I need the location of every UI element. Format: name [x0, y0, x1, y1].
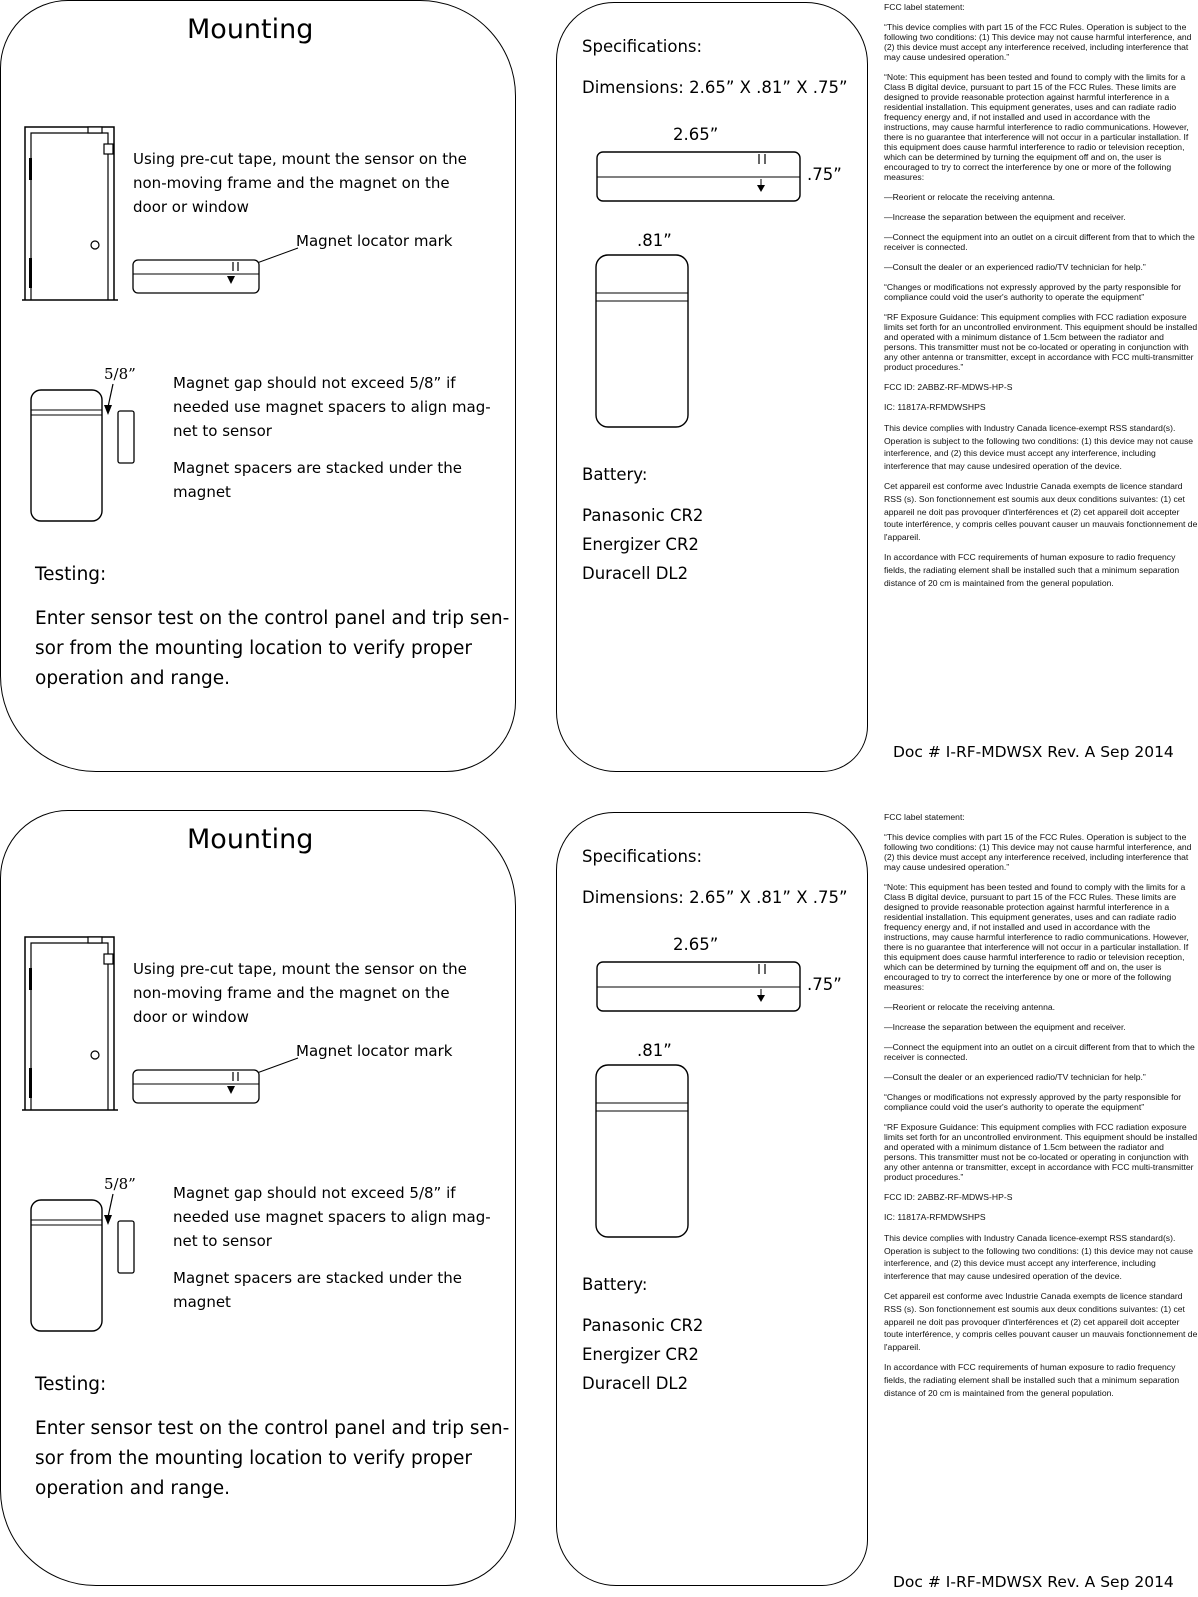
sensor-side-dimension-diagram — [595, 960, 805, 1016]
fcc-paragraph: —Increase the separation between the equipment and receiver. — [884, 212, 1126, 222]
mounting-title: Mounting — [187, 824, 314, 855]
height-label: .75” — [807, 165, 842, 184]
fcc-paragraph: “Changes or modifications not expressly approved by the party responsible for compliance could void the user's authority to operate the equipment” — [884, 1092, 1182, 1112]
battery-1: Panasonic CR2 — [582, 1316, 704, 1335]
rf-exposure-20cm: In accordance with FCC requirements of human exposure to radio frequency fields, the radiating element shall be installed such that a minimum separation distance of 20 cm is maintained from the general population. — [884, 1362, 1180, 1398]
magnet-gap-diagram — [28, 1190, 140, 1335]
spacer-text-line-2: magnet — [173, 483, 231, 501]
sensor-top-view — [130, 1050, 300, 1110]
sensor-top-view — [130, 240, 300, 300]
ic-statement-french: Cet appareil est conforme avec Industrie Canada exempts de licence standard RSS (s). Son fonctionnement est soumis aux deux conditions suivantes: (1) cet appareil ne doit pas provoquer d'interférences et (2) cet appareil doit accepter toute interférence, y compris celles pouvant causer un mauvais fonctionnement de l'appareil. — [884, 481, 1198, 542]
mount-instruction-line-3: door or window — [133, 198, 249, 216]
fcc-paragraph: “This device complies with part 15 of the FCC Rules. Operation is subject to the following two conditions: (1) This device may not cause harmful interference, and (2) this device must accept any interference received, including interference that may cause undesired operation.” — [884, 22, 1192, 62]
mount-instruction-line-2: non-moving frame and the magnet on the — [133, 984, 450, 1002]
testing-line-1: Enter sensor test on the control panel and trip sen- — [35, 1418, 510, 1439]
fcc-paragraph: —Increase the separation between the equipment and receiver. — [884, 1022, 1126, 1032]
gap-text-line-3: net to sensor — [173, 422, 272, 440]
testing-line-2: sor from the mounting location to verify proper — [35, 1448, 472, 1469]
fcc-id: FCC ID: 2ABBZ-RF-MDWS-HP-S — [884, 382, 1013, 392]
battery-2: Energizer CR2 — [582, 1345, 699, 1364]
mount-instruction-line-1: Using pre-cut tape, mount the sensor on the — [133, 960, 467, 978]
fcc-heading: FCC label statement: — [884, 2, 965, 12]
ic-statement-english: This device complies with Industry Canada licence-exempt RSS standard(s). Operation is subject to the following two conditions: (1) this device may not cause interference, and (2) this device must accept any interference, including interference that may cause undesired operation of the device. — [884, 1233, 1194, 1281]
doc-number: Doc # I-RF-MDWSX Rev. A Sep 2014 — [893, 743, 1174, 761]
fcc-paragraph: “RF Exposure Guidance: This equipment complies with FCC radiation exposure limits set forth for an uncontrolled environment. This equipment should be installed and operated with a minimum distance of 1.5cm between the radiator and persons. This transmitter must not be co-located or operating in conjunction with any other antenna or transmitter, except in accordance with FCC multi-transmitter product procedures.” — [884, 1122, 1198, 1182]
testing-heading: Testing: — [35, 564, 107, 585]
mount-instruction-line-2: non-moving frame and the magnet on the — [133, 174, 450, 192]
width-label: 2.65” — [673, 935, 719, 954]
magnet-locator-label: Magnet locator mark — [296, 232, 453, 250]
mount-instruction-line-3: door or window — [133, 1008, 249, 1026]
ic-number: IC: 11817A-RFMDWSHPS — [884, 402, 986, 412]
fcc-statement — [884, 812, 1198, 1407]
magnet-gap-diagram — [28, 380, 140, 525]
gap-text-line-1: Magnet gap should not exceed 5/8” if — [173, 1184, 456, 1202]
specs-heading: Specifications: — [582, 37, 703, 56]
magnet-locator-label: Magnet locator mark — [296, 1042, 453, 1060]
testing-line-3: operation and range. — [35, 1478, 231, 1499]
sensor-end-dimension-diagram — [594, 1063, 692, 1241]
door-frame-diagram — [22, 934, 122, 1114]
gap-label: 5/8” — [104, 1175, 136, 1193]
specs-dimensions: Dimensions: 2.65” X .81” X .75” — [582, 78, 848, 97]
fcc-statement — [884, 2, 1198, 597]
battery-heading: Battery: — [582, 465, 648, 484]
gap-text-line-3: net to sensor — [173, 1232, 272, 1250]
fcc-paragraph: —Consult the dealer or an experienced radio/TV technician for help.” — [884, 1072, 1146, 1082]
mounting-title: Mounting — [187, 14, 314, 45]
fcc-paragraph: —Reorient or relocate the receiving antenna. — [884, 192, 1056, 202]
testing-line-2: sor from the mounting location to verify proper — [35, 638, 472, 659]
battery-3: Duracell DL2 — [582, 1374, 689, 1393]
ic-number: IC: 11817A-RFMDWSHPS — [884, 1212, 986, 1222]
ic-statement-english: This device complies with Industry Canada licence-exempt RSS standard(s). Operation is subject to the following two conditions: (1) this device may not cause interference, and (2) this device must accept any interference, including interference that may cause undesired operation of the device. — [884, 423, 1194, 471]
fcc-paragraph: —Consult the dealer or an experienced radio/TV technician for help.” — [884, 262, 1146, 272]
specs-heading: Specifications: — [582, 847, 703, 866]
testing-line-3: operation and range. — [35, 668, 231, 689]
sensor-side-dimension-diagram — [595, 150, 805, 206]
doc-number: Doc # I-RF-MDWSX Rev. A Sep 2014 — [893, 1573, 1174, 1591]
depth-label: .81” — [637, 1041, 672, 1060]
gap-label: 5/8” — [104, 365, 136, 383]
fcc-paragraph: “Changes or modifications not expressly approved by the party responsible for compliance could void the user's authority to operate the equipment” — [884, 282, 1182, 302]
fcc-id: FCC ID: 2ABBZ-RF-MDWS-HP-S — [884, 1192, 1013, 1202]
battery-1: Panasonic CR2 — [582, 506, 704, 525]
fcc-paragraph: —Reorient or relocate the receiving antenna. — [884, 1002, 1056, 1012]
width-label: 2.65” — [673, 125, 719, 144]
fcc-paragraph: “This device complies with part 15 of the FCC Rules. Operation is subject to the following two conditions: (1) This device may not cause harmful interference, and (2) this device must accept any interference received, including interference that may cause undesired operation.” — [884, 832, 1192, 872]
fcc-paragraph: —Connect the equipment into an outlet on a circuit different from that to which the receiver is connected. — [884, 1042, 1195, 1062]
gap-text-line-1: Magnet gap should not exceed 5/8” if — [173, 374, 456, 392]
battery-heading: Battery: — [582, 1275, 648, 1294]
fcc-paragraph: —Connect the equipment into an outlet on a circuit different from that to which the receiver is connected. — [884, 232, 1195, 252]
gap-text-line-2: needed use magnet spacers to align mag- — [173, 398, 491, 416]
ic-statement-french: Cet appareil est conforme avec Industrie Canada exempts de licence standard RSS (s). Son fonctionnement est soumis aux deux conditions suivantes: (1) cet appareil ne doit pas provoquer d'interférences et (2) cet appareil doit accepter toute interférence, y compris celles pouvant causer un mauvais fonctionnement de l'appareil. — [884, 1291, 1198, 1352]
instruction-sheet-bottom — [0, 810, 1198, 1590]
sensor-end-dimension-diagram — [594, 253, 692, 431]
fcc-heading: FCC label statement: — [884, 812, 965, 822]
spacer-text-line-1: Magnet spacers are stacked under the — [173, 1269, 462, 1287]
door-frame-diagram — [22, 124, 122, 304]
rf-exposure-20cm: In accordance with FCC requirements of human exposure to radio frequency fields, the radiating element shall be installed such that a minimum separation distance of 20 cm is maintained from the general population. — [884, 552, 1180, 588]
spacer-text-line-2: magnet — [173, 1293, 231, 1311]
testing-line-1: Enter sensor test on the control panel and trip sen- — [35, 608, 510, 629]
gap-text-line-2: needed use magnet spacers to align mag- — [173, 1208, 491, 1226]
spacer-text-line-1: Magnet spacers are stacked under the — [173, 459, 462, 477]
fcc-paragraph: “Note: This equipment has been tested and found to comply with the limits for a Class B digital device, pursuant to part 15 of the FCC Rules. These limits are designed to provide reasonable protection against harmful interference in a residential installation. This equipment generates, uses and can radiate radio frequency energy and, if not installed and used in accordance with the instructions, may cause harmful interference to radio communications. However, there is no guarantee that interference will not occur in a particular installation. If this equipment does cause harmful interference to radio or television reception, which can be determined by turning the equipment off and on, the user is encouraged to try to correct the interference by one or more of the following measures: — [884, 72, 1189, 182]
height-label: .75” — [807, 975, 842, 994]
mount-instruction-line-1: Using pre-cut tape, mount the sensor on the — [133, 150, 467, 168]
fcc-paragraph: “RF Exposure Guidance: This equipment complies with FCC radiation exposure limits set forth for an uncontrolled environment. This equipment should be installed and operated with a minimum distance of 1.5cm between the radiator and persons. This transmitter must not be co-located or operating in conjunction with any other antenna or transmitter, except in accordance with FCC multi-transmitter product procedures.” — [884, 312, 1198, 372]
instruction-sheet-top — [0, 0, 1198, 780]
specs-dimensions: Dimensions: 2.65” X .81” X .75” — [582, 888, 848, 907]
testing-heading: Testing: — [35, 1374, 107, 1395]
battery-3: Duracell DL2 — [582, 564, 689, 583]
fcc-paragraph: “Note: This equipment has been tested and found to comply with the limits for a Class B digital device, pursuant to part 15 of the FCC Rules. These limits are designed to provide reasonable protection against harmful interference in a residential installation. This equipment generates, uses and can radiate radio frequency energy and, if not installed and used in accordance with the instructions, may cause harmful interference to radio communications. However, there is no guarantee that interference will not occur in a particular installation. If this equipment does cause harmful interference to radio or television reception, which can be determined by turning the equipment off and on, the user is encouraged to try to correct the interference by one or more of the following measures: — [884, 882, 1189, 992]
depth-label: .81” — [637, 231, 672, 250]
battery-2: Energizer CR2 — [582, 535, 699, 554]
